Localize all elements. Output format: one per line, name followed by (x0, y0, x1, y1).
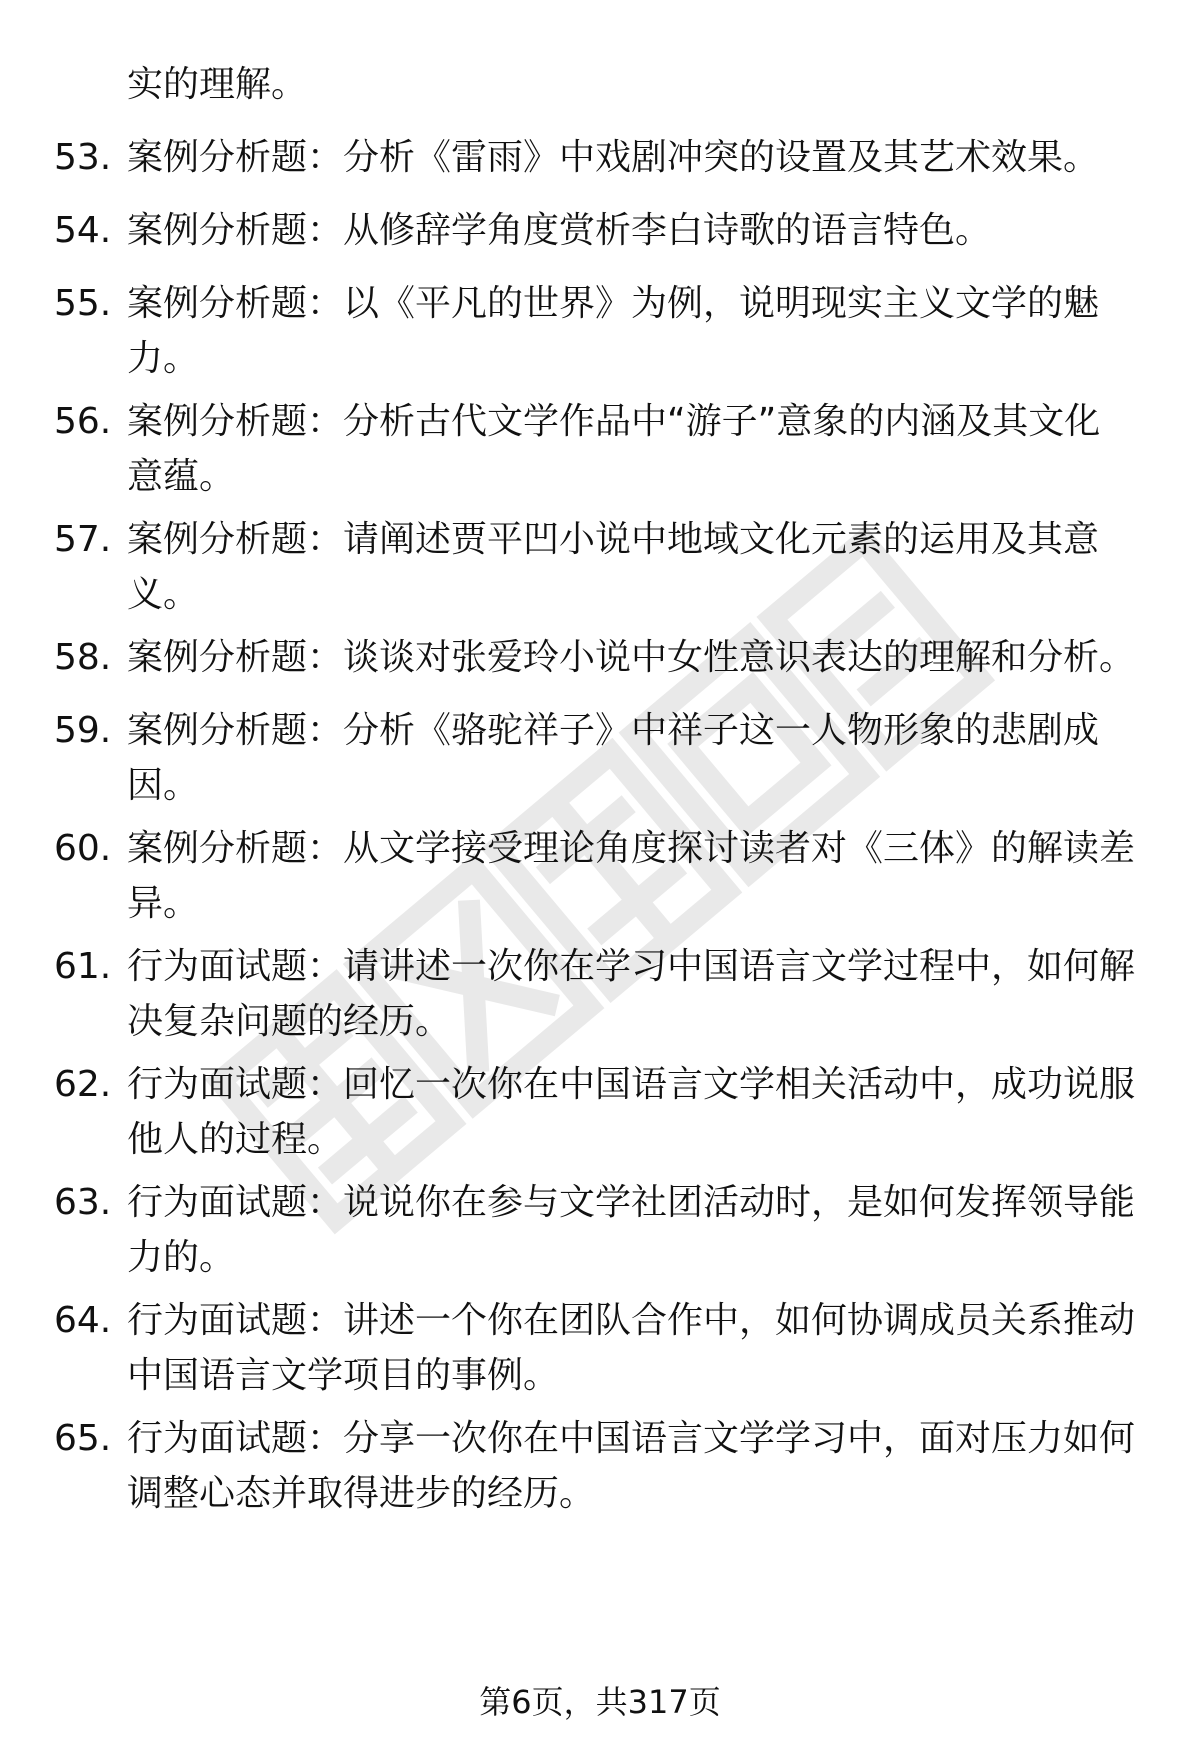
question-number: 65. (54, 1418, 112, 1459)
question-number: 64. (54, 1300, 112, 1341)
question-number: 57. (54, 519, 112, 560)
question-text (127, 1175, 1137, 1285)
question-text (127, 1411, 1137, 1521)
question-text-line: 案例分析题：分析古代文学作品中“游子”意象的内涵及其文化 (127, 401, 1101, 442)
continued-text: 实的理解。 (127, 64, 308, 105)
question-number: 58. (54, 637, 112, 678)
question-text (127, 512, 1137, 622)
question-text-line: 案例分析题：从文学接受理论角度探讨读者对《三体》的解读差 (127, 828, 1136, 869)
question-text-line: 案例分析题：请阐述贾平凹小说中地域文化元素的运用及其意 (127, 519, 1100, 560)
question-text-line: 义。 (127, 574, 200, 615)
question-number: 60. (54, 828, 112, 869)
question-text (127, 1057, 1137, 1167)
question-text-line: 案例分析题：分析《骆驼祥子》中祥子这一人物形象的悲剧成 (127, 710, 1100, 751)
question-text-line: 中国语言文学项目的事例。 (127, 1355, 560, 1396)
question-number: 62. (54, 1064, 112, 1105)
question-text-line: 决复杂问题的经历。 (127, 1001, 452, 1042)
question-text-line: 案例分析题：分析《雷雨》中戏剧冲突的设置及其艺术效果。 (127, 137, 1100, 178)
question-text-line: 行为面试题：分享一次你在中国语言文学学习中，面对压力如何 (127, 1418, 1136, 1459)
question-text-line: 他人的过程。 (127, 1119, 344, 1160)
page-footer: 第6页，共317页 (479, 1683, 721, 1721)
question-number: 55. (54, 283, 112, 324)
question-number: 59. (54, 710, 112, 751)
question-number: 56. (54, 401, 112, 442)
question-text-line: 行为面试题：请讲述一次你在学习中国语言文学过程中，如何解 (127, 946, 1136, 987)
question-text-line: 案例分析题：以《平凡的世界》为例，说明现实主义文学的魅 (127, 283, 1100, 324)
question-text (127, 276, 1137, 386)
question-text-line: 行为面试题：回忆一次你在中国语言文学相关活动中，成功说服 (127, 1064, 1136, 1105)
question-text-line: 力的。 (127, 1237, 236, 1278)
question-number: 61. (54, 946, 112, 987)
question-text-line: 案例分析题：从修辞学角度赏析李白诗歌的语言特色。 (127, 210, 992, 251)
question-text (127, 630, 1137, 685)
question-text (127, 394, 1137, 504)
question-text (127, 203, 1137, 258)
question-text-line: 异。 (127, 883, 200, 924)
question-text-line: 案例分析题：谈谈对张爱玲小说中女性意识表达的理解和分析。 (127, 637, 1136, 678)
question-text (127, 130, 1137, 185)
question-text (127, 821, 1137, 931)
question-text (127, 939, 1137, 1049)
question-number: 53. (54, 137, 112, 178)
question-number: 63. (54, 1182, 112, 1223)
question-text-line: 行为面试题：说说你在参与文学社团活动时，是如何发挥领导能 (127, 1182, 1136, 1223)
question-text (127, 1293, 1137, 1403)
question-text-line: 因。 (127, 765, 200, 806)
question-text-line: 调整心态并取得进步的经历。 (127, 1473, 596, 1514)
question-text-line: 力。 (127, 338, 200, 379)
question-text-line: 行为面试题：讲述一个你在团队合作中，如何协调成员关系推动 (127, 1300, 1136, 1341)
question-text-line: 意蕴。 (127, 456, 236, 497)
question-text (127, 703, 1137, 813)
question-number: 54. (54, 210, 112, 251)
